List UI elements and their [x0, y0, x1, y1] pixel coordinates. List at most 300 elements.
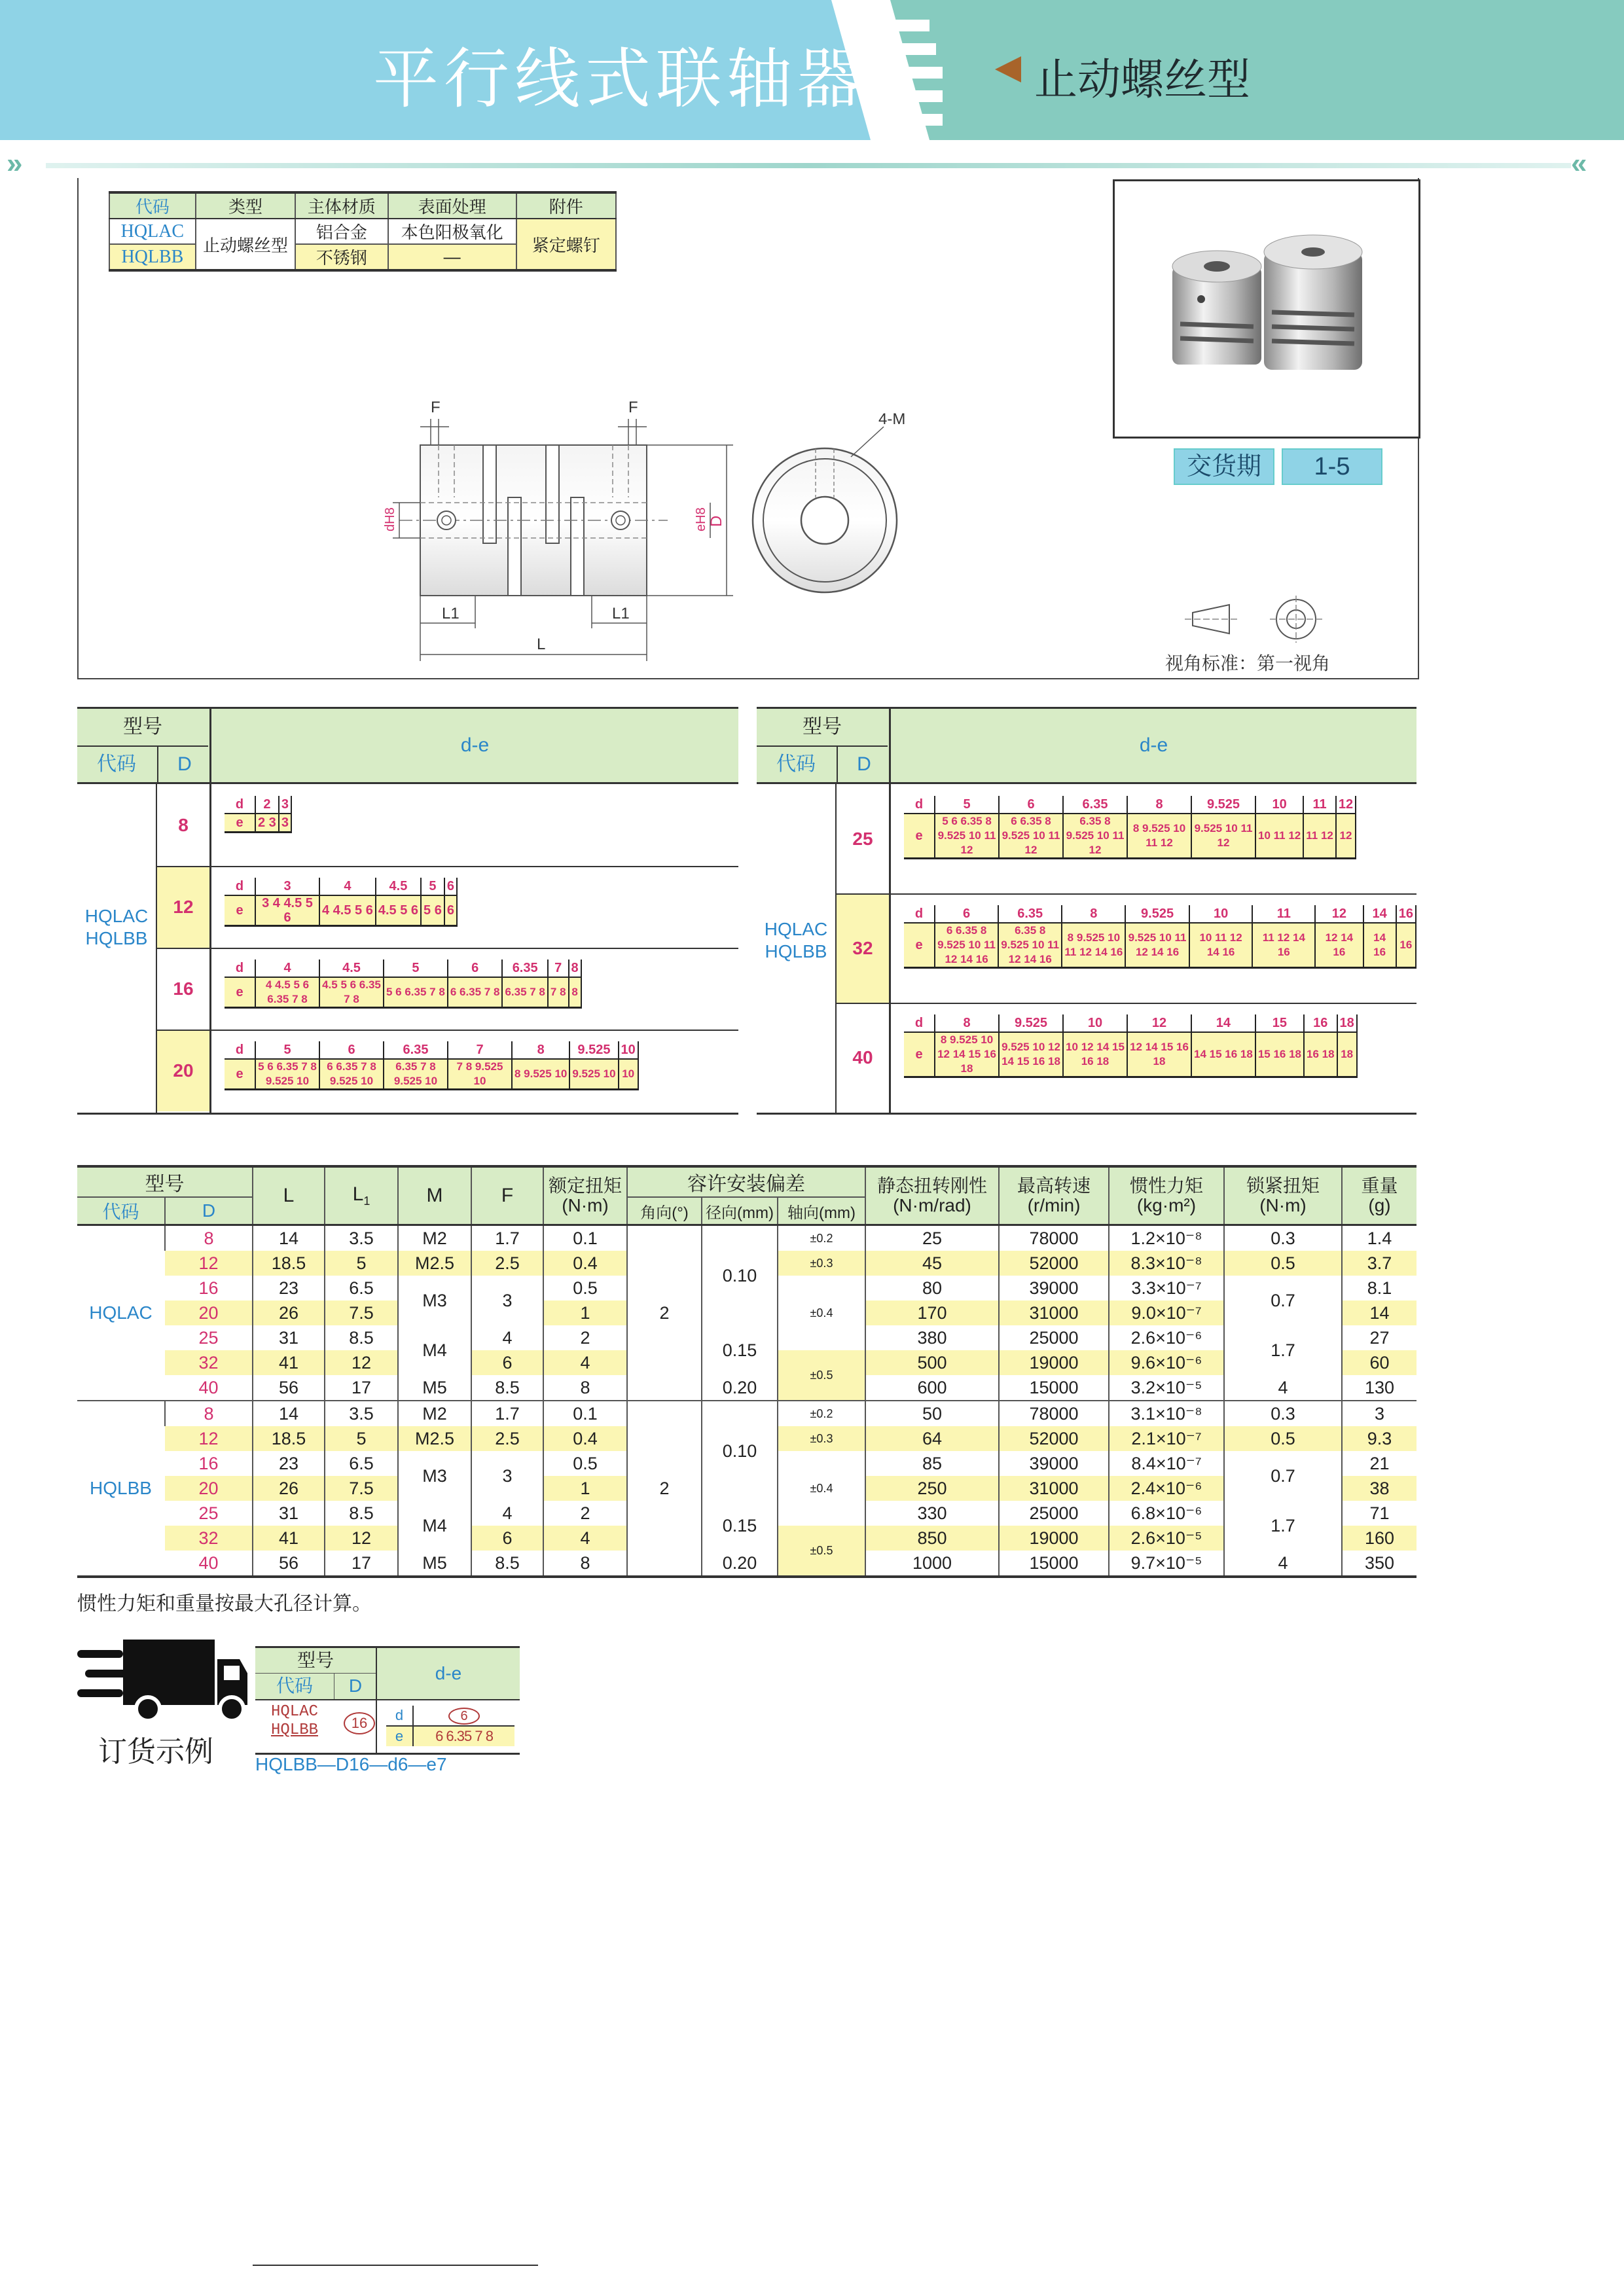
spec-cell: 8.5 — [325, 1325, 398, 1350]
spec-cell: 50 — [865, 1401, 999, 1426]
info-material-ss: 不锈钢 — [295, 244, 388, 270]
d-value: 4 — [255, 960, 319, 977]
spec-cell: 25 — [198, 1327, 219, 1348]
spec-cell: 21 — [1342, 1451, 1416, 1476]
spec-cell: 9.7×10⁻⁵ — [1109, 1551, 1224, 1575]
order-d-value: 6 — [448, 1708, 480, 1725]
spec-cell: 8.5 — [325, 1501, 398, 1526]
e-label: e — [904, 923, 935, 968]
info-header-code: 代码 — [109, 192, 196, 219]
order-D-label: D — [334, 1673, 376, 1699]
d-value: 9.525 — [1191, 796, 1255, 814]
spec-h-speed: 最高转速 (r/min) — [999, 1168, 1109, 1225]
de-right-model-label: 型号 — [803, 716, 842, 738]
e-values: 6 6.35 7 8 9.525 10 — [319, 1059, 384, 1090]
spec-cell: 39000 — [999, 1276, 1109, 1300]
de-left-codes — [77, 905, 156, 950]
e-values: 10 — [619, 1059, 638, 1090]
d-value: 15 — [1255, 1014, 1304, 1032]
spec-cell: 8.5 — [471, 1551, 543, 1575]
spec-cell: 25 — [198, 1503, 219, 1523]
spec-cell: 6.8×10⁻⁶ — [1109, 1501, 1224, 1526]
spec-cell: 45 — [865, 1251, 999, 1276]
d-value: 6 — [319, 1041, 384, 1059]
spec-cell: 0.1 — [543, 1401, 627, 1426]
spec-cell: M5 — [398, 1375, 471, 1401]
spec-cell: 0.5 — [1224, 1251, 1342, 1276]
e-values: 9.525 10 — [569, 1059, 618, 1090]
label-dh8: dH8 — [383, 507, 397, 531]
spec-cell: 0.7 — [1224, 1451, 1342, 1501]
label-f-left: F — [431, 399, 441, 416]
e-values: 8 9.525 10 11 12 — [1127, 814, 1191, 859]
spec-cell: 3 — [471, 1451, 543, 1501]
e-values: 6.35 7 8 9.525 10 — [384, 1059, 448, 1090]
de-table-left — [77, 707, 738, 1115]
e-values: 10 11 12 14 16 — [1189, 923, 1253, 968]
e-values: 5 6 6.35 7 8 — [384, 977, 448, 1008]
spec-cell: ±0.3 — [778, 1426, 865, 1451]
row-divider — [837, 1003, 1416, 1004]
e-values: 10 12 14 15 16 18 — [1063, 1032, 1127, 1077]
e-values: 6 6.35 8 9.525 10 11 12 — [999, 814, 1063, 859]
de-right-D-label: D — [837, 747, 890, 782]
d-value: 11 — [1303, 796, 1336, 814]
spec-cell: 3 — [1342, 1401, 1416, 1426]
spec-cell: 2.5 — [471, 1251, 543, 1276]
spec-cell: 25 — [865, 1225, 999, 1251]
de-left-code-label: 代码 — [97, 753, 136, 775]
e-values: 12 14 16 — [1315, 923, 1363, 968]
order-de-label: d-e — [435, 1663, 462, 1683]
info-header-material: 主体材质 — [295, 192, 388, 219]
e-values: 8 9.525 10 12 14 15 16 18 — [935, 1032, 999, 1077]
spec-cell: 1000 — [865, 1551, 999, 1575]
spec-cell: 3.3×10⁻⁷ — [1109, 1276, 1224, 1300]
spec-cell: 0.5 — [1224, 1426, 1342, 1451]
spec-cell: 31 — [253, 1325, 325, 1350]
d-label: d — [225, 960, 255, 977]
spec-cell: 32 — [198, 1528, 219, 1548]
spec-cell: 5 — [325, 1251, 398, 1276]
spec-cell: 380 — [865, 1325, 999, 1350]
spec-cell: 31000 — [999, 1300, 1109, 1325]
spec-cell: 25000 — [999, 1325, 1109, 1350]
spec-cell: 250 — [865, 1476, 999, 1501]
info-surface-none: — — [388, 244, 516, 270]
spec-cell: 9.6×10⁻⁶ — [1109, 1350, 1224, 1375]
e-values: 6 — [444, 895, 457, 926]
spec-table-body — [77, 1225, 1416, 1576]
spec-note: 惯性力矩和重量按最大孔径计算。 — [77, 1593, 372, 1615]
spec-cell: 0.20 — [702, 1375, 778, 1401]
spec-cell: 3 — [471, 1276, 543, 1325]
spec-cell: 27 — [1342, 1325, 1416, 1350]
spec-cell: 78000 — [999, 1225, 1109, 1251]
spec-h-inertia: 惯性力矩 (kg·m²) — [1109, 1168, 1224, 1225]
info-header-surface: 表面处理 — [388, 192, 516, 219]
spec-cell: 0.4 — [543, 1251, 627, 1276]
spec-cell: 1.4 — [1342, 1225, 1416, 1251]
d-value: 5 — [935, 796, 999, 814]
de-left-de-label: d-e — [460, 734, 490, 756]
spec-cell: 6 — [471, 1526, 543, 1551]
d-value: 8 — [1062, 905, 1125, 923]
spec-cell: 14 — [253, 1401, 325, 1426]
d-value: 16 — [1304, 1014, 1337, 1032]
order-e-label: e — [386, 1727, 414, 1746]
spec-cell: 2 — [543, 1501, 627, 1526]
label-l1-right: L1 — [612, 605, 630, 622]
spec-cell: 2.5 — [471, 1426, 543, 1451]
spec-cell: 8.3×10⁻⁸ — [1109, 1251, 1224, 1276]
spec-cell: 600 — [865, 1375, 999, 1401]
e-values: 9.525 10 11 12 14 16 — [1125, 923, 1189, 968]
spec-cell: 56 — [253, 1551, 325, 1575]
spec-cell: 3.2×10⁻⁵ — [1109, 1375, 1224, 1401]
e-values: 7 8 — [548, 977, 569, 1008]
spec-cell: 23 — [253, 1276, 325, 1300]
d-value: 9.525 — [999, 1014, 1063, 1032]
d-value: 16 — [1396, 905, 1416, 923]
spec-cell: 52000 — [999, 1426, 1109, 1451]
d-value: 11 — [1252, 905, 1315, 923]
order-code-hqlac: HQLAC — [270, 1703, 318, 1721]
spec-h-D: D — [165, 1197, 253, 1225]
d-value: 9.525 — [1125, 905, 1189, 923]
spec-cell: 6 — [471, 1350, 543, 1375]
de-table-right — [757, 707, 1416, 1115]
d-label: d — [904, 905, 935, 923]
spec-cell: 17 — [325, 1551, 398, 1575]
product-photo — [1113, 179, 1420, 439]
spec-code-HQLBB: HQLBB — [77, 1401, 165, 1575]
de-left-model-label: 型号 — [123, 716, 162, 738]
spec-cell: 8 — [543, 1375, 627, 1401]
spec-cell: 6.5 — [325, 1276, 398, 1300]
d-value: 8 — [1127, 796, 1191, 814]
de-left-D-12: 12 — [157, 866, 209, 948]
triangle-left-icon — [995, 56, 1021, 82]
page-title: 平行线式联轴器 — [373, 41, 868, 117]
label-f-right: F — [628, 399, 638, 416]
spec-cell: 12 — [325, 1526, 398, 1551]
d-value: 7 — [448, 1041, 512, 1059]
spec-cell: 4 — [471, 1501, 543, 1526]
spec-cell: 56 — [253, 1375, 325, 1401]
spec-h-M: M — [398, 1168, 471, 1225]
spec-cell: 2.1×10⁻⁷ — [1109, 1426, 1224, 1451]
d-value: 18 — [1337, 1014, 1357, 1032]
spec-cell: 3.7 — [1342, 1251, 1416, 1276]
d-value: 5 — [255, 1041, 319, 1059]
d-value: 8 — [935, 1014, 999, 1032]
de-left-code-hqlbb: HQLBB — [85, 928, 148, 948]
e-values: 8 — [569, 977, 581, 1008]
spec-table — [77, 1165, 1416, 1578]
spec-h-lock: 锁紧扭矩 (N·m) — [1224, 1168, 1342, 1225]
de-right-D-25: 25 — [852, 829, 873, 849]
spec-cell: 2 — [627, 1225, 702, 1401]
de-right-de-label: d-e — [1139, 734, 1168, 756]
d-value: 14 — [1191, 1014, 1255, 1032]
spec-cell: 170 — [865, 1300, 999, 1325]
d-value: 6.35 — [384, 1041, 448, 1059]
de-right-code-hqlbb: HQLBB — [765, 941, 827, 961]
spec-h-weight: 重量 (g) — [1342, 1168, 1416, 1225]
footer-rule — [253, 2265, 538, 2266]
spec-cell: 52000 — [999, 1251, 1109, 1276]
spec-cell: 23 — [253, 1451, 325, 1476]
de-left-16-de-grid — [225, 960, 582, 1009]
spec-cell: 4 — [543, 1526, 627, 1551]
order-de-values — [386, 1706, 514, 1745]
info-header-accessory: 附件 — [516, 192, 616, 219]
e-values: 11 12 14 16 — [1252, 923, 1315, 968]
spec-cell: 60 — [1342, 1350, 1416, 1375]
spec-cell: 330 — [865, 1501, 999, 1526]
chevron-right-icon: » — [7, 147, 23, 179]
d-value: 7 — [548, 960, 569, 977]
spec-cell: 14 — [253, 1225, 325, 1251]
spec-cell: 2.6×10⁻⁵ — [1109, 1526, 1224, 1551]
d-value: 4.5 — [319, 960, 384, 977]
e-values: 5 6 — [421, 895, 444, 926]
spec-cell: 130 — [1342, 1375, 1416, 1401]
e-label: e — [904, 1032, 935, 1077]
d-value: 6 — [448, 960, 503, 977]
d-value: 4.5 — [376, 878, 421, 895]
e-label: e — [904, 814, 935, 859]
spec-cell: 14 — [1342, 1300, 1416, 1325]
e-values: 3 4 4.5 5 6 — [255, 895, 319, 926]
spec-cell: 71 — [1342, 1501, 1416, 1526]
header-divider — [46, 163, 1571, 168]
spec-cell: 0.20 — [702, 1551, 778, 1575]
page-subtitle: 止动螺丝型 — [1034, 54, 1250, 105]
spec-cell: 0.7 — [1224, 1276, 1342, 1325]
spec-cell: 2.4×10⁻⁶ — [1109, 1476, 1224, 1501]
de-right-D-32: 32 — [837, 893, 889, 1003]
order-d-label: d — [386, 1706, 414, 1727]
spec-cell: 1.7 — [471, 1225, 543, 1251]
order-example-label: 订货示例 — [98, 1736, 213, 1768]
spec-cell: 3.5 — [325, 1401, 398, 1426]
spec-cell: 78000 — [999, 1401, 1109, 1426]
spec-cell: 1.7 — [1224, 1325, 1342, 1375]
spec-cell: 12 — [198, 1253, 219, 1273]
de-left-12-de-grid — [225, 878, 458, 927]
spec-cell: ±0.2 — [778, 1401, 865, 1426]
d-value: 5 — [421, 878, 444, 895]
spec-cell: 1.7 — [471, 1401, 543, 1426]
d-value: 6.35 — [998, 905, 1062, 923]
spec-h-radial: 径向(mm) — [702, 1197, 778, 1225]
spec-cell: M2.5 — [398, 1426, 471, 1451]
spec-h-L1: $L_1$ — [325, 1168, 398, 1225]
row-divider — [157, 948, 738, 949]
spec-cell: 16 — [198, 1453, 219, 1473]
e-values: 12 — [1336, 814, 1356, 859]
spec-cell: 40 — [198, 1552, 219, 1573]
spec-h-stiffness: 静态扭转刚性 (N·m/rad) — [865, 1168, 999, 1225]
d-value: 8 — [512, 1041, 569, 1059]
spec-cell: 6.5 — [325, 1451, 398, 1476]
d-value: 3 — [255, 878, 319, 895]
spec-cell: 18.5 — [253, 1426, 325, 1451]
e-values: 9.525 10 11 12 — [1191, 814, 1255, 859]
spec-cell: ±0.4 — [778, 1451, 865, 1526]
order-e-values: 6 6.35 7 8 — [414, 1727, 514, 1746]
spec-cell: ±0.3 — [778, 1251, 865, 1276]
de-left-D-label: D — [157, 747, 211, 782]
order-D-value: 16 — [344, 1712, 375, 1734]
spec-cell: 12 — [198, 1428, 219, 1448]
spec-cell: 20 — [198, 1478, 219, 1498]
d-value: 12 — [1315, 905, 1363, 923]
de-right-code-hqlac: HQLAC — [764, 919, 828, 939]
spec-cell: M3 — [398, 1276, 471, 1325]
spec-cell: 850 — [865, 1526, 999, 1551]
coupling-product-image — [1115, 181, 1418, 437]
spec-cell: 5 — [325, 1426, 398, 1451]
spec-cell: ±0.4 — [778, 1276, 865, 1350]
info-header-type: 类型 — [196, 192, 295, 219]
spec-cell: 19000 — [999, 1526, 1109, 1551]
e-values: 16 — [1396, 923, 1416, 968]
spec-cell: 26 — [253, 1300, 325, 1325]
chevron-left-icon: « — [1571, 147, 1587, 179]
label-l1-left: L1 — [442, 605, 460, 622]
spec-cell: 4 — [471, 1325, 543, 1350]
e-values: 6.35 7 8 — [502, 977, 547, 1008]
spec-cell: 8.5 — [471, 1375, 543, 1401]
spec-cell: 31 — [253, 1501, 325, 1526]
order-part-number: HQLBB—D16—d6—e7 — [255, 1754, 447, 1774]
spec-cell: 1.7 — [1224, 1501, 1342, 1551]
spec-cell: 38 — [1342, 1476, 1416, 1501]
spec-row — [77, 1401, 1416, 1426]
e-values: 4 4.5 5 6 6.35 7 8 — [255, 977, 319, 1008]
e-values: 14 15 16 18 — [1191, 1032, 1255, 1077]
de-right-40-de-grid — [904, 1014, 1358, 1078]
e-values: 7 8 9.525 10 — [448, 1059, 512, 1090]
spec-cell: 2 — [627, 1401, 702, 1575]
e-values: 2 3 — [255, 814, 279, 833]
spec-h-code: 代码 — [102, 1202, 139, 1222]
spec-cell: 40 — [198, 1377, 219, 1397]
spec-cell: 0.1 — [543, 1225, 627, 1251]
d-value: 12 — [1127, 1014, 1191, 1032]
d-value: 4 — [319, 878, 376, 895]
spec-cell: 20 — [198, 1302, 219, 1323]
label-4m: 4-M — [878, 410, 906, 428]
spec-cell: 0.3 — [1224, 1225, 1342, 1251]
spec-cell: 8 — [165, 1401, 253, 1426]
e-values: 8 9.525 10 11 12 14 16 — [1062, 923, 1125, 968]
spec-cell: 0.10 — [702, 1225, 778, 1326]
spec-cell: 25000 — [999, 1501, 1109, 1526]
spec-cell: 1 — [543, 1476, 627, 1501]
spec-cell: 4 — [1224, 1375, 1342, 1401]
spec-h-axial: 轴向(mm) — [778, 1197, 865, 1225]
de-right-code-label: 代码 — [776, 753, 816, 775]
spec-cell: M4 — [398, 1501, 471, 1551]
d-value: 8 — [569, 960, 581, 977]
spec-cell: 8.4×10⁻⁷ — [1109, 1451, 1224, 1476]
spec-cell: 19000 — [999, 1350, 1109, 1375]
spec-cell: ±0.5 — [778, 1350, 865, 1401]
d-label: d — [225, 878, 255, 895]
order-model-label: 型号 — [255, 1648, 376, 1674]
e-values: 6.35 8 9.525 10 11 12 — [1063, 814, 1127, 859]
de-left-D-20: 20 — [157, 1030, 209, 1111]
d-label: d — [904, 796, 935, 814]
spec-cell: 0.4 — [543, 1426, 627, 1451]
de-right-D-40: 40 — [852, 1047, 873, 1067]
spec-cell: 0.5 — [543, 1276, 627, 1300]
d-value: 14 — [1363, 905, 1396, 923]
spec-cell: 3.1×10⁻⁸ — [1109, 1401, 1224, 1426]
label-eh8: eH8 — [694, 507, 708, 531]
e-values: 15 16 18 — [1255, 1032, 1304, 1077]
d-value: 6 — [935, 905, 998, 923]
e-values: 18 — [1337, 1032, 1357, 1077]
d-label: d — [225, 1041, 255, 1059]
e-values: 5 6 6.35 8 9.525 10 11 12 — [935, 814, 999, 859]
order-code-hqlbb: HQLBB — [270, 1721, 318, 1739]
spec-row — [77, 1225, 1416, 1251]
order-code-label: 代码 — [276, 1676, 313, 1696]
spec-cell: 32 — [198, 1352, 219, 1372]
d-value: 6.35 — [1063, 796, 1127, 814]
d-value: 10 — [1063, 1014, 1127, 1032]
spec-cell: 500 — [865, 1350, 999, 1375]
d-value: 10 — [1189, 905, 1253, 923]
row-divider — [157, 1030, 738, 1031]
spec-cell: M3 — [398, 1451, 471, 1501]
spec-cell: 1.2×10⁻⁸ — [1109, 1225, 1224, 1251]
spec-cell: 4 — [543, 1350, 627, 1375]
spec-row — [77, 1551, 1416, 1575]
spec-h-tolerance: 容许安装偏差 — [627, 1168, 865, 1197]
e-label: e — [225, 895, 255, 926]
de-left-20-de-grid — [225, 1041, 639, 1090]
spec-cell: 7.5 — [325, 1476, 398, 1501]
e-values: 14 16 — [1363, 923, 1396, 968]
spec-cell: ±0.2 — [778, 1225, 865, 1251]
d-label: d — [904, 1014, 935, 1032]
info-code-hqlac: HQLAC — [109, 219, 196, 244]
spec-cell: 41 — [253, 1526, 325, 1551]
delivery-label: 交货期 — [1174, 448, 1274, 485]
spec-row — [77, 1501, 1416, 1526]
d-value: 5 — [384, 960, 448, 977]
d-value: 6 — [444, 878, 457, 895]
e-values: 10 11 12 — [1255, 814, 1303, 859]
spec-cell: 8.1 — [1342, 1276, 1416, 1300]
delivery-value: 1-5 — [1282, 448, 1382, 485]
info-surface-anodized: 本色阳极氧化 — [388, 219, 516, 244]
e-values: 9.525 10 12 14 15 16 18 — [999, 1032, 1063, 1077]
d-value: 10 — [619, 1041, 638, 1059]
spec-cell: 0.15 — [702, 1325, 778, 1375]
e-values: 12 14 15 16 18 — [1127, 1032, 1191, 1077]
row-divider — [837, 893, 1416, 895]
order-example-table — [255, 1646, 520, 1755]
spec-cell: M2.5 — [398, 1251, 471, 1276]
spec-cell: 31000 — [999, 1476, 1109, 1501]
